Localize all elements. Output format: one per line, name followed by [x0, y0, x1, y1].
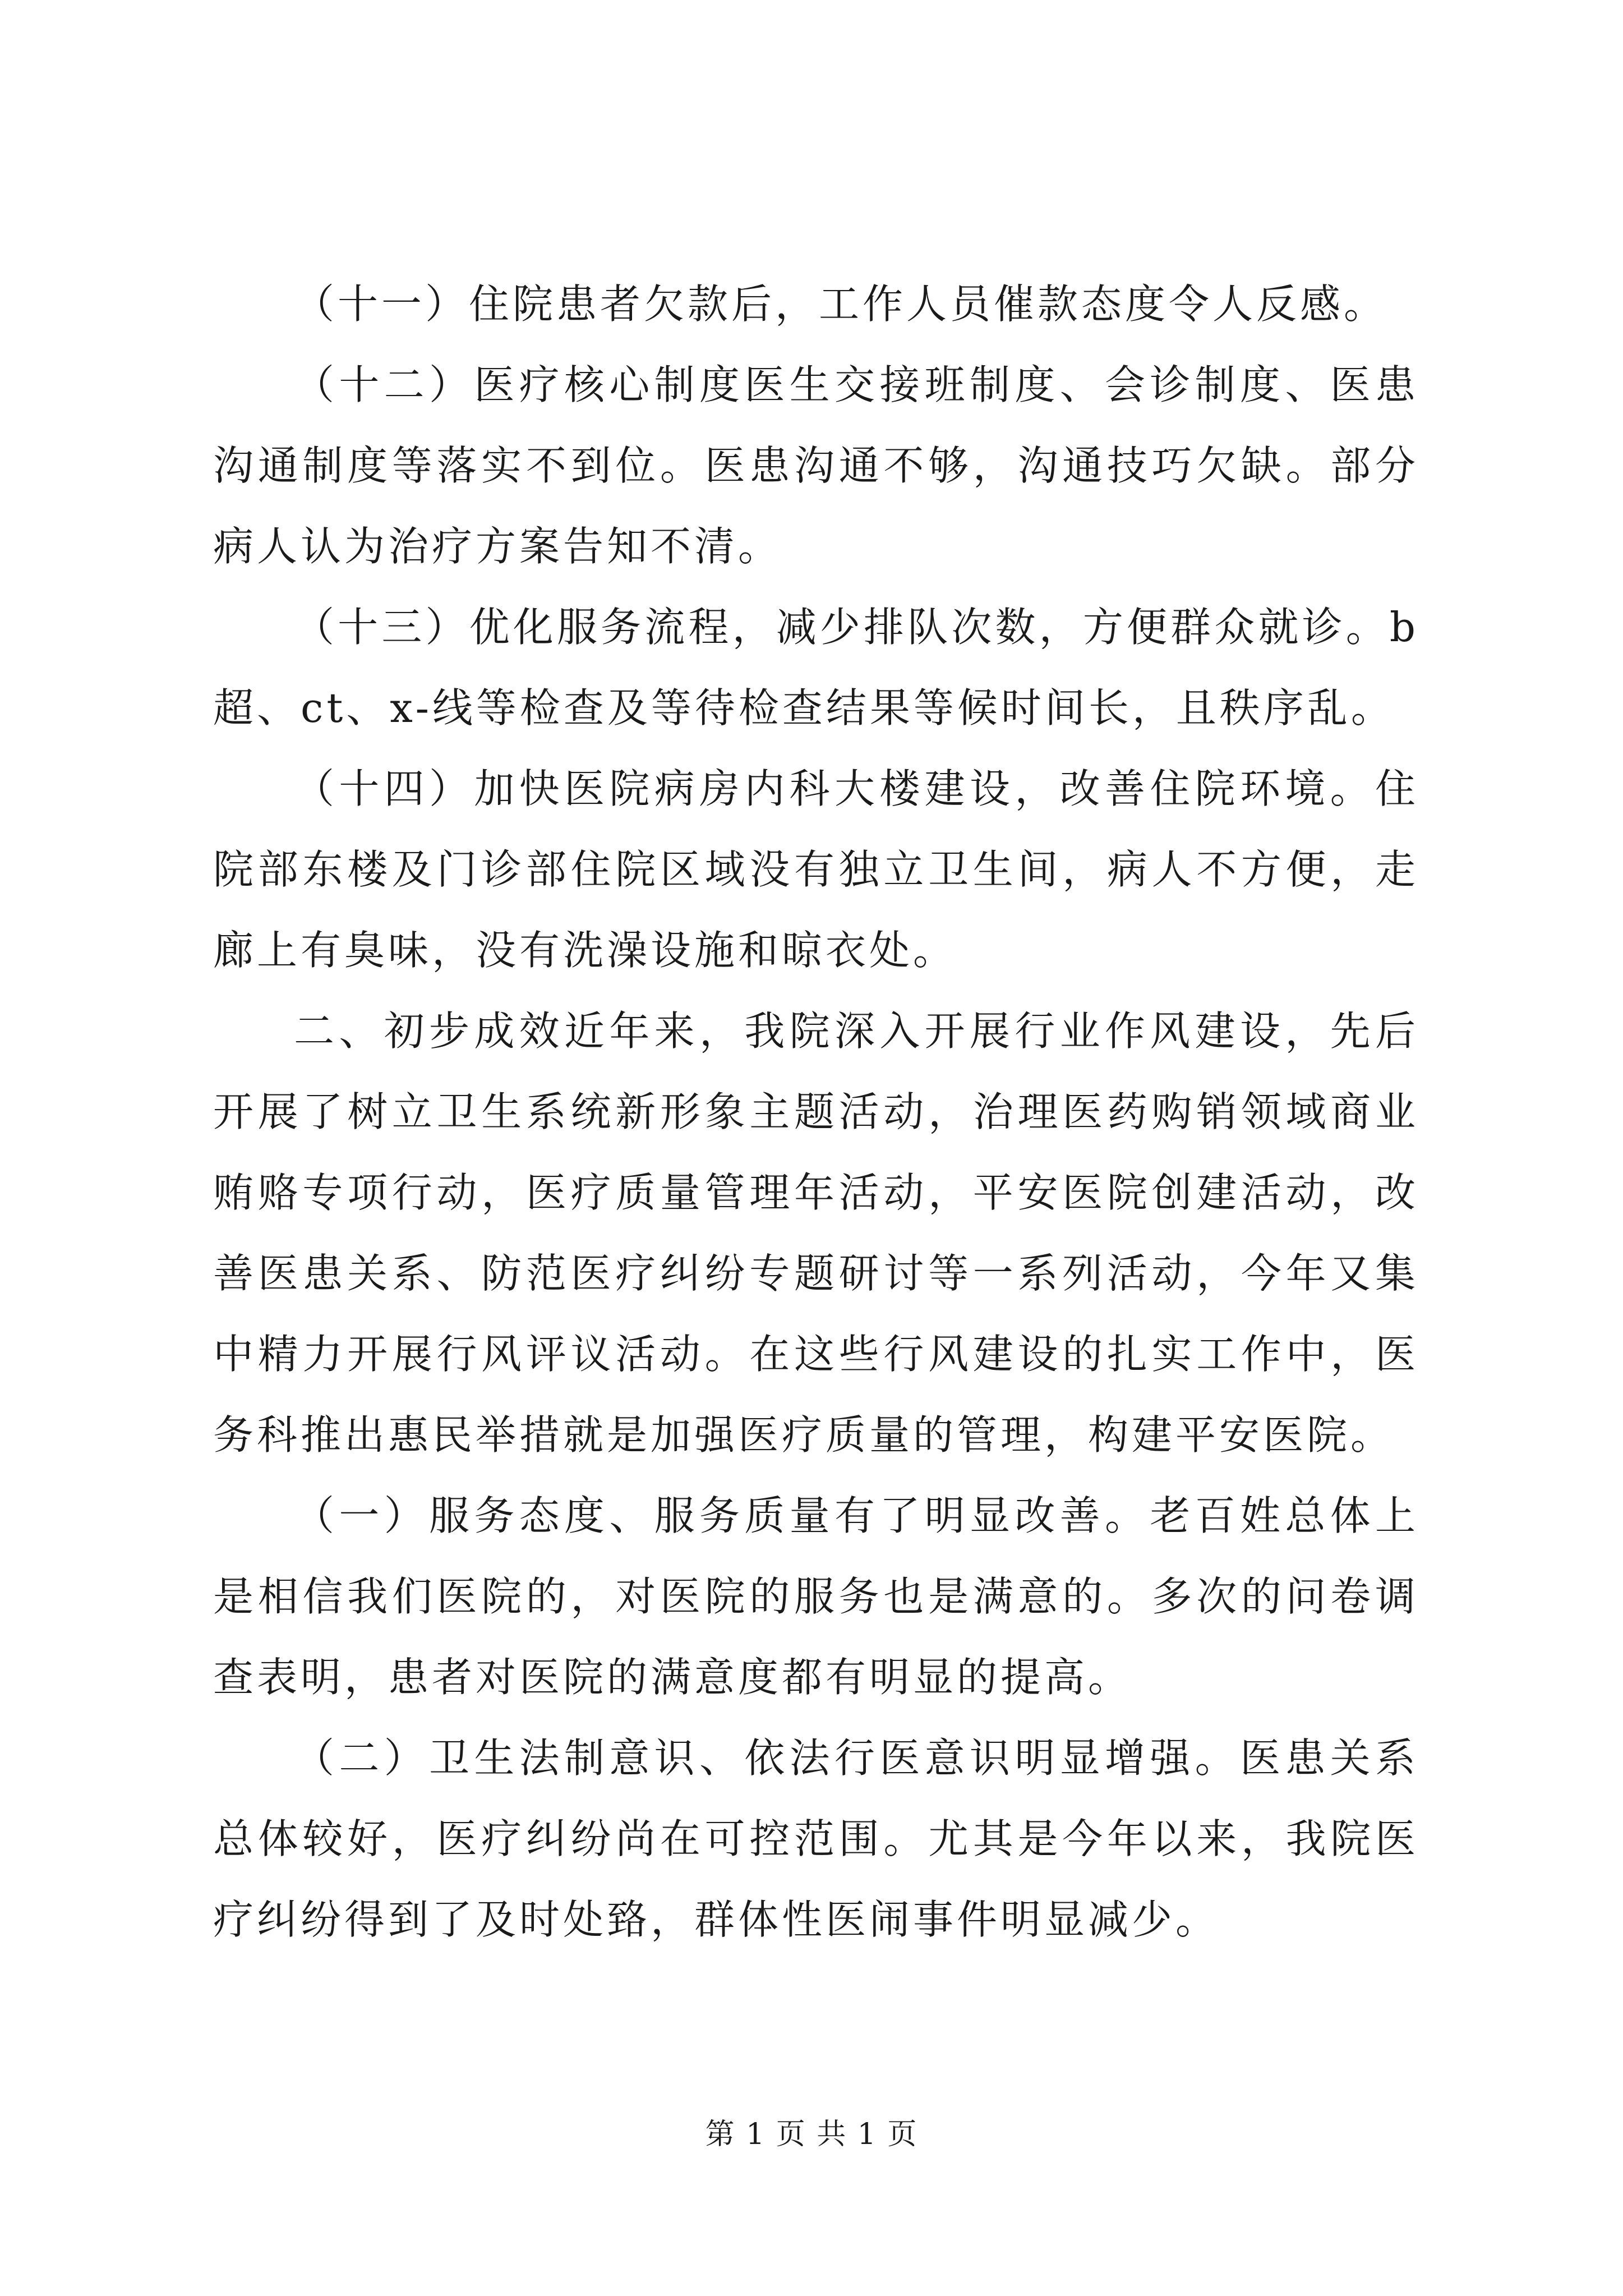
- paragraph-14: （十四）加快医院病房内科大楼建设，改善住院环境。住院部东楼及门诊部住院区域没有独立卫生间，病人不方便，走廊上有臭味，没有洗澡设施和晾衣处。: [213, 765, 1419, 974]
- document-body: [213, 264, 1419, 1960]
- page-footer: [0, 2112, 1623, 2157]
- paragraph-12: （十二）医疗核心制度医生交接班制度、会诊制度、医患沟通制度等落实不到位。医患沟通不够，沟通技巧欠缺。部分病人认为治疗方案告知不清。: [213, 361, 1419, 570]
- paragraph-1: （一）服务态度、服务质量有了明显改善。老百姓总体上是相信我们医院的，对医院的服务也是满意的。多次的问卷调查表明，患者对医院的满意度都有明显的提高。: [213, 1492, 1419, 1701]
- paragraph-11: （十一）住院患者欠款后，工作人员催款态度令人反感。: [294, 280, 1388, 328]
- page-number-label: 第 1 页 共 1 页: [705, 2118, 918, 2151]
- paragraph-13: （十三）优化服务流程，减少排队次数，方便群众就诊。b超、ct、x-线等检查及等待检查结果等候时间长，且秩序乱。: [213, 604, 1419, 731]
- paragraph-section-2: 二、初步成效近年来，我院深入开展行业作风建设，先后开展了树立卫生系统新形象主题活动，治理医药购销领域商业贿赂专项行动，医疗质量管理年活动，平安医院创建活动，改善医患关系、防范医疗纠纷专题研讨等一系列活动，今年又集中精力开展行风评议活动。在这些行风建设的扎实工作中，医务科推出惠民举措就是加强医疗质量的管理，构建平安医院。: [213, 1007, 1419, 1458]
- paragraph-2: （二）卫生法制意识、依法行医意识明显增强。医患关系总体较好，医疗纠纷尚在可控范围。尤其是今年以来，我院医疗纠纷得到了及时处臵，群体性医闹事件明显减少。: [213, 1734, 1419, 1943]
